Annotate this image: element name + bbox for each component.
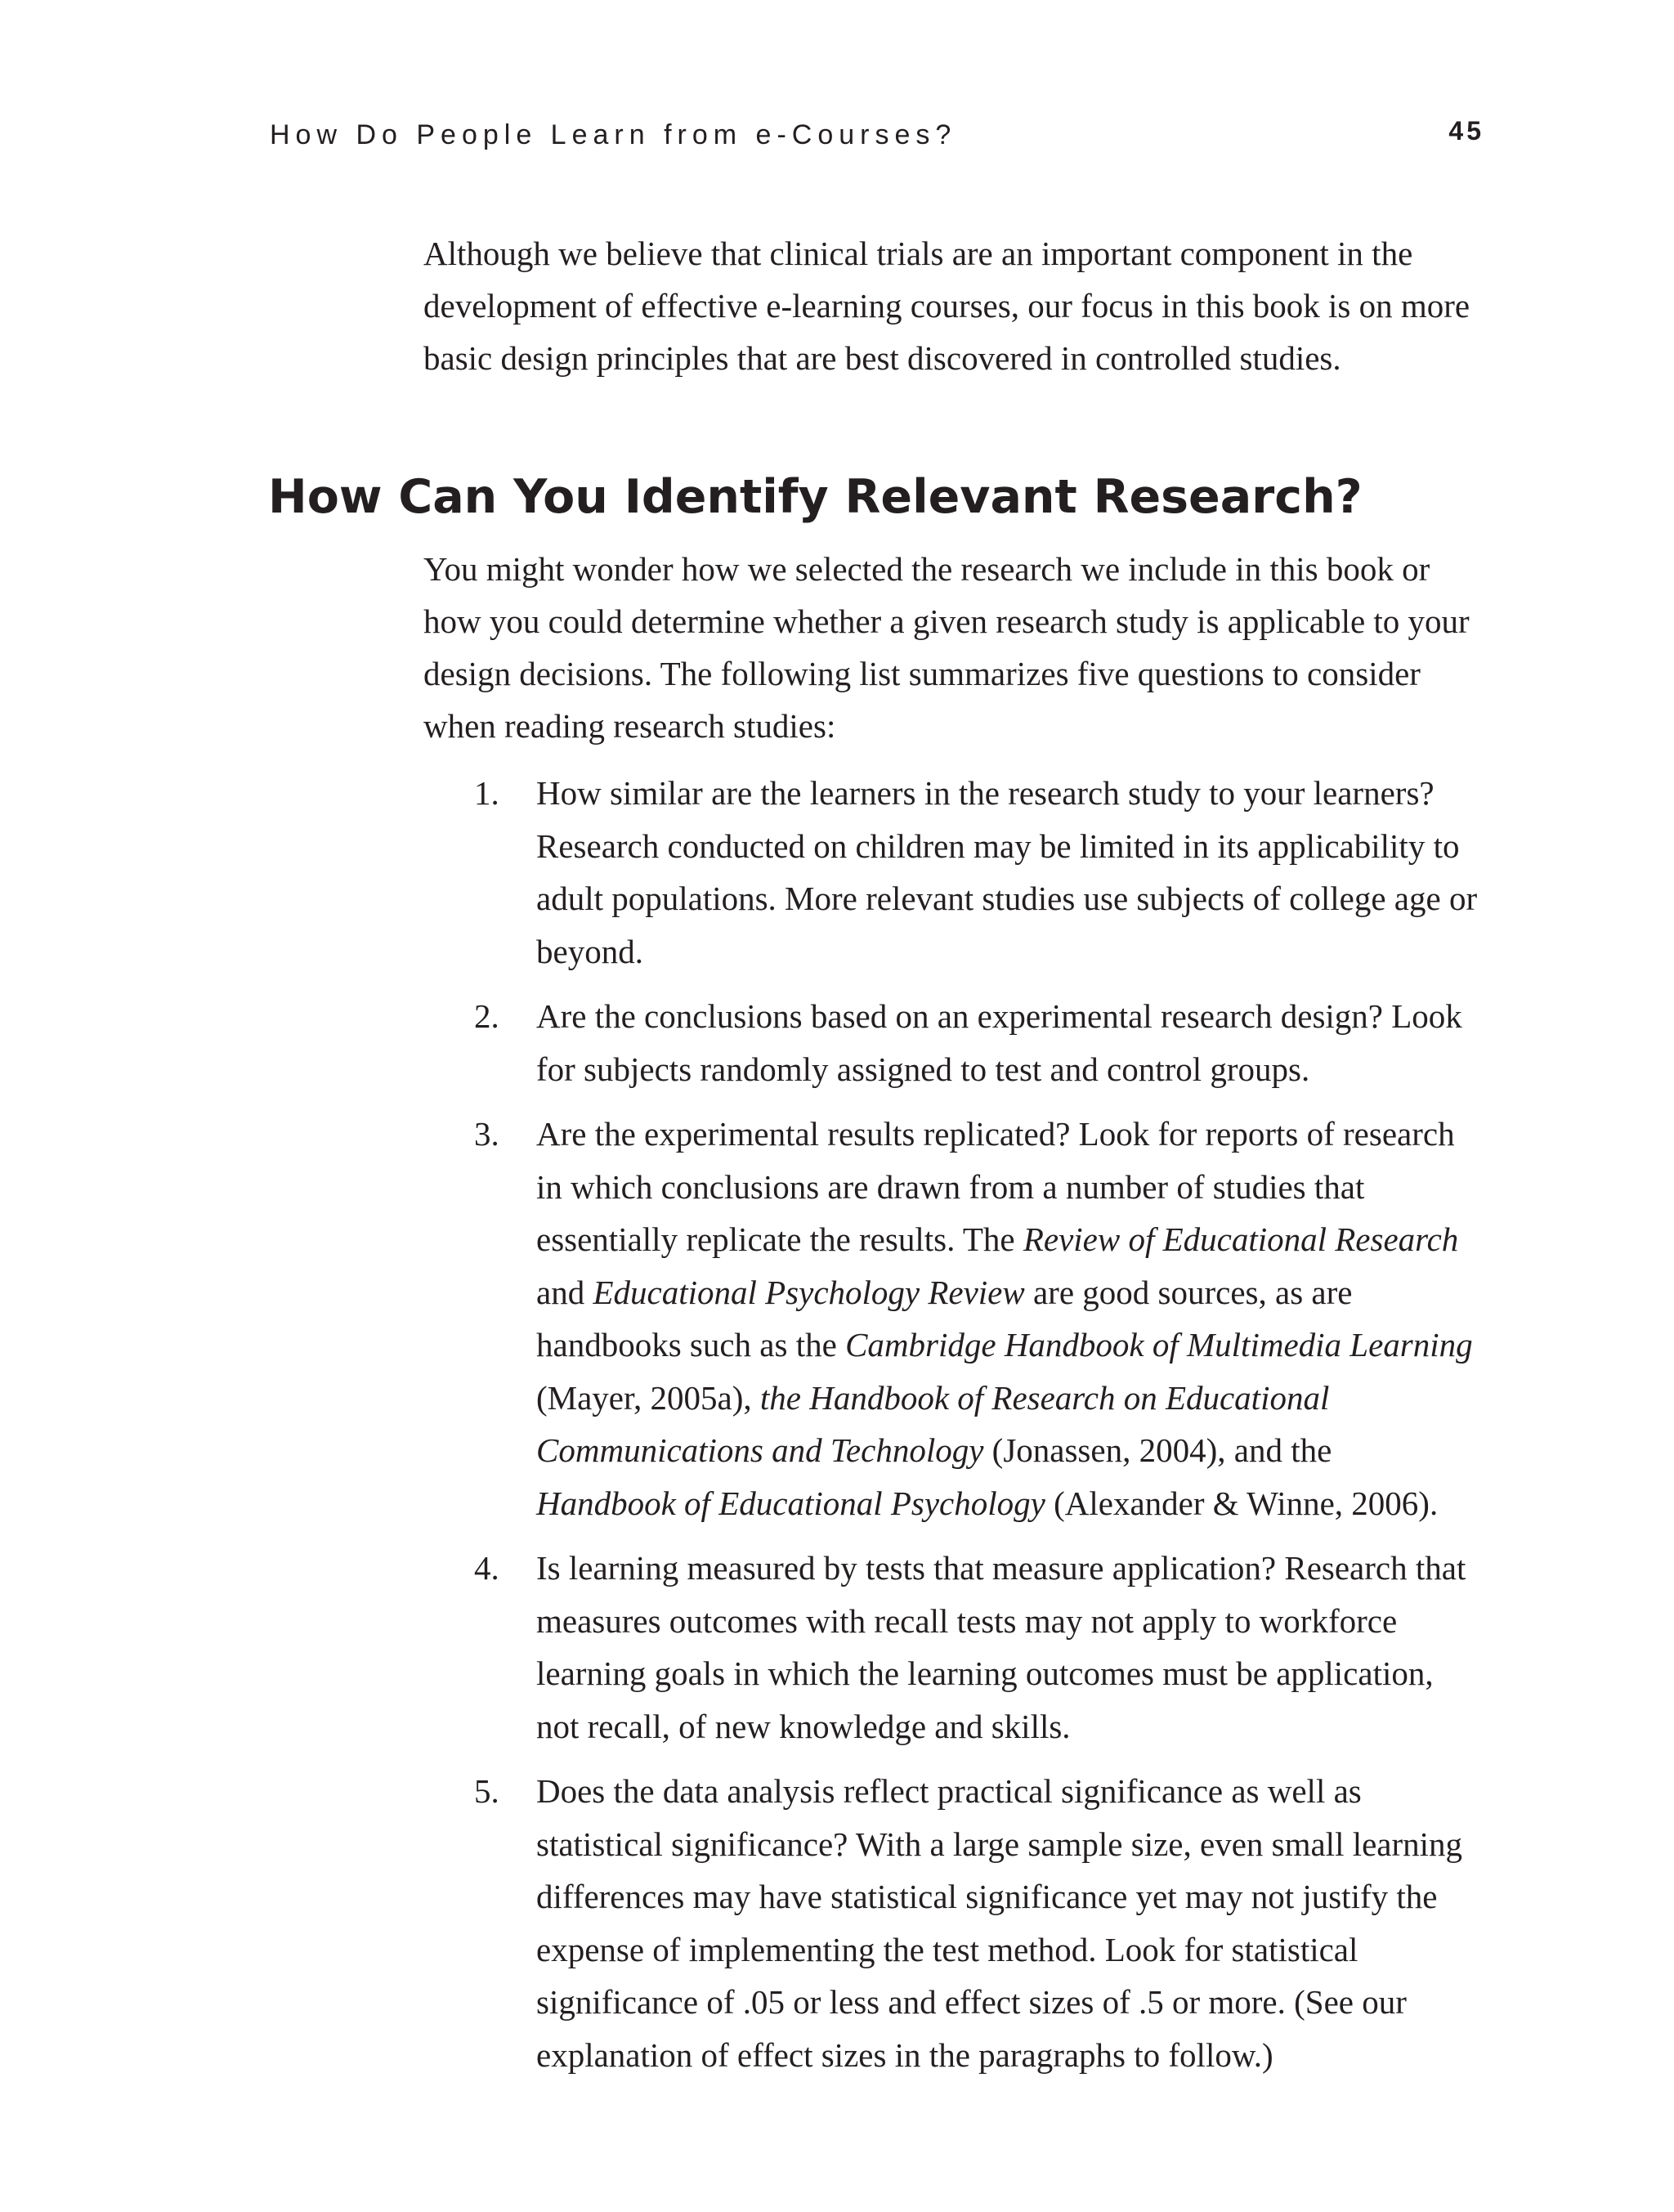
list-item-text: Does the data analysis reflect practical significance as well as statistical significance? With a large sample size, even small learning differences may have statistical significance yet may not justify the expense of implementing the test method. Look for statistical significance of .05 or less and effect sizes of .5 or more. (See our explanation of effect sizes in the paragraphs to follow.) [536,1772,1463,2074]
item-text-part: (Alexander & Winne, 2006). [1045,1484,1439,1522]
list-item-text: How similar are the learners in the research study to your learners? Research conducted on children may be limited in its applicability to adult populations. More relevant studies use subjects of college age or beyond. [536,774,1478,970]
list-item-number: 2. [474,997,499,1035]
list-item [458,1765,1479,2081]
book-title: Handbook of Educational Psychology [536,1484,1045,1522]
item-text-part: Are the experimental results replicated? Look for reports of research in which conclusions are drawn from a number of studies that essentially replicate the results. The [536,1115,1455,1258]
questions-list [458,767,1479,2093]
book-title: the Handbook of Research on Educational Communications and Technology [536,1378,1330,1469]
list-item [458,1108,1479,1529]
journal-title: Review of Educational Research [1023,1220,1459,1258]
item-text-part: are good sources, as are handbooks such as the [536,1273,1353,1363]
list-item-text: Is learning measured by tests that measure application? Research that measures outcomes with recall tests may not apply to workforce learning goals in which the learning outcomes must be application, not recall, of new knowledge and skills. [536,1549,1466,1745]
page-number: 45 [1448,116,1484,146]
list-item-text [536,1108,1479,1529]
book-title: Cambridge Handbook of Multimedia Learning [845,1326,1473,1363]
list-item [458,990,1479,1095]
journal-title: Educational Psychology Review [593,1273,1025,1311]
lead-paragraph: You might wonder how we selected the research we include in this book or how you could determine whether a given research study is applicable to your design decisions. The following list summarizes five questions to consider when reading research studies: [423,550,1470,745]
list-item-text: Are the conclusions based on an experimental research design? Look for subjects randomly assigned to test and control groups. [536,997,1462,1088]
list-item-number: 3. [474,1115,499,1153]
list-item [458,1542,1479,1753]
list-item-number: 1. [474,774,499,812]
list-item-number: 5. [474,1772,499,1810]
running-head: How Do People Learn from e-Courses? [270,119,957,150]
item-text-part: (Jonassen, 2004), and the [983,1431,1332,1469]
item-text-part: (Mayer, 2005a), [536,1378,760,1417]
item-text-part: and [536,1273,593,1311]
section-heading: How Can You Identify Relevant Research? [268,470,1363,524]
list-item [458,767,1479,978]
intro-paragraph: Although we believe that clinical trials are an important component in the development of effective e-learning courses, our focus in this book is on more basic design principles that are best discovered in controlled studies. [423,235,1470,377]
list-item-number: 4. [474,1549,499,1587]
